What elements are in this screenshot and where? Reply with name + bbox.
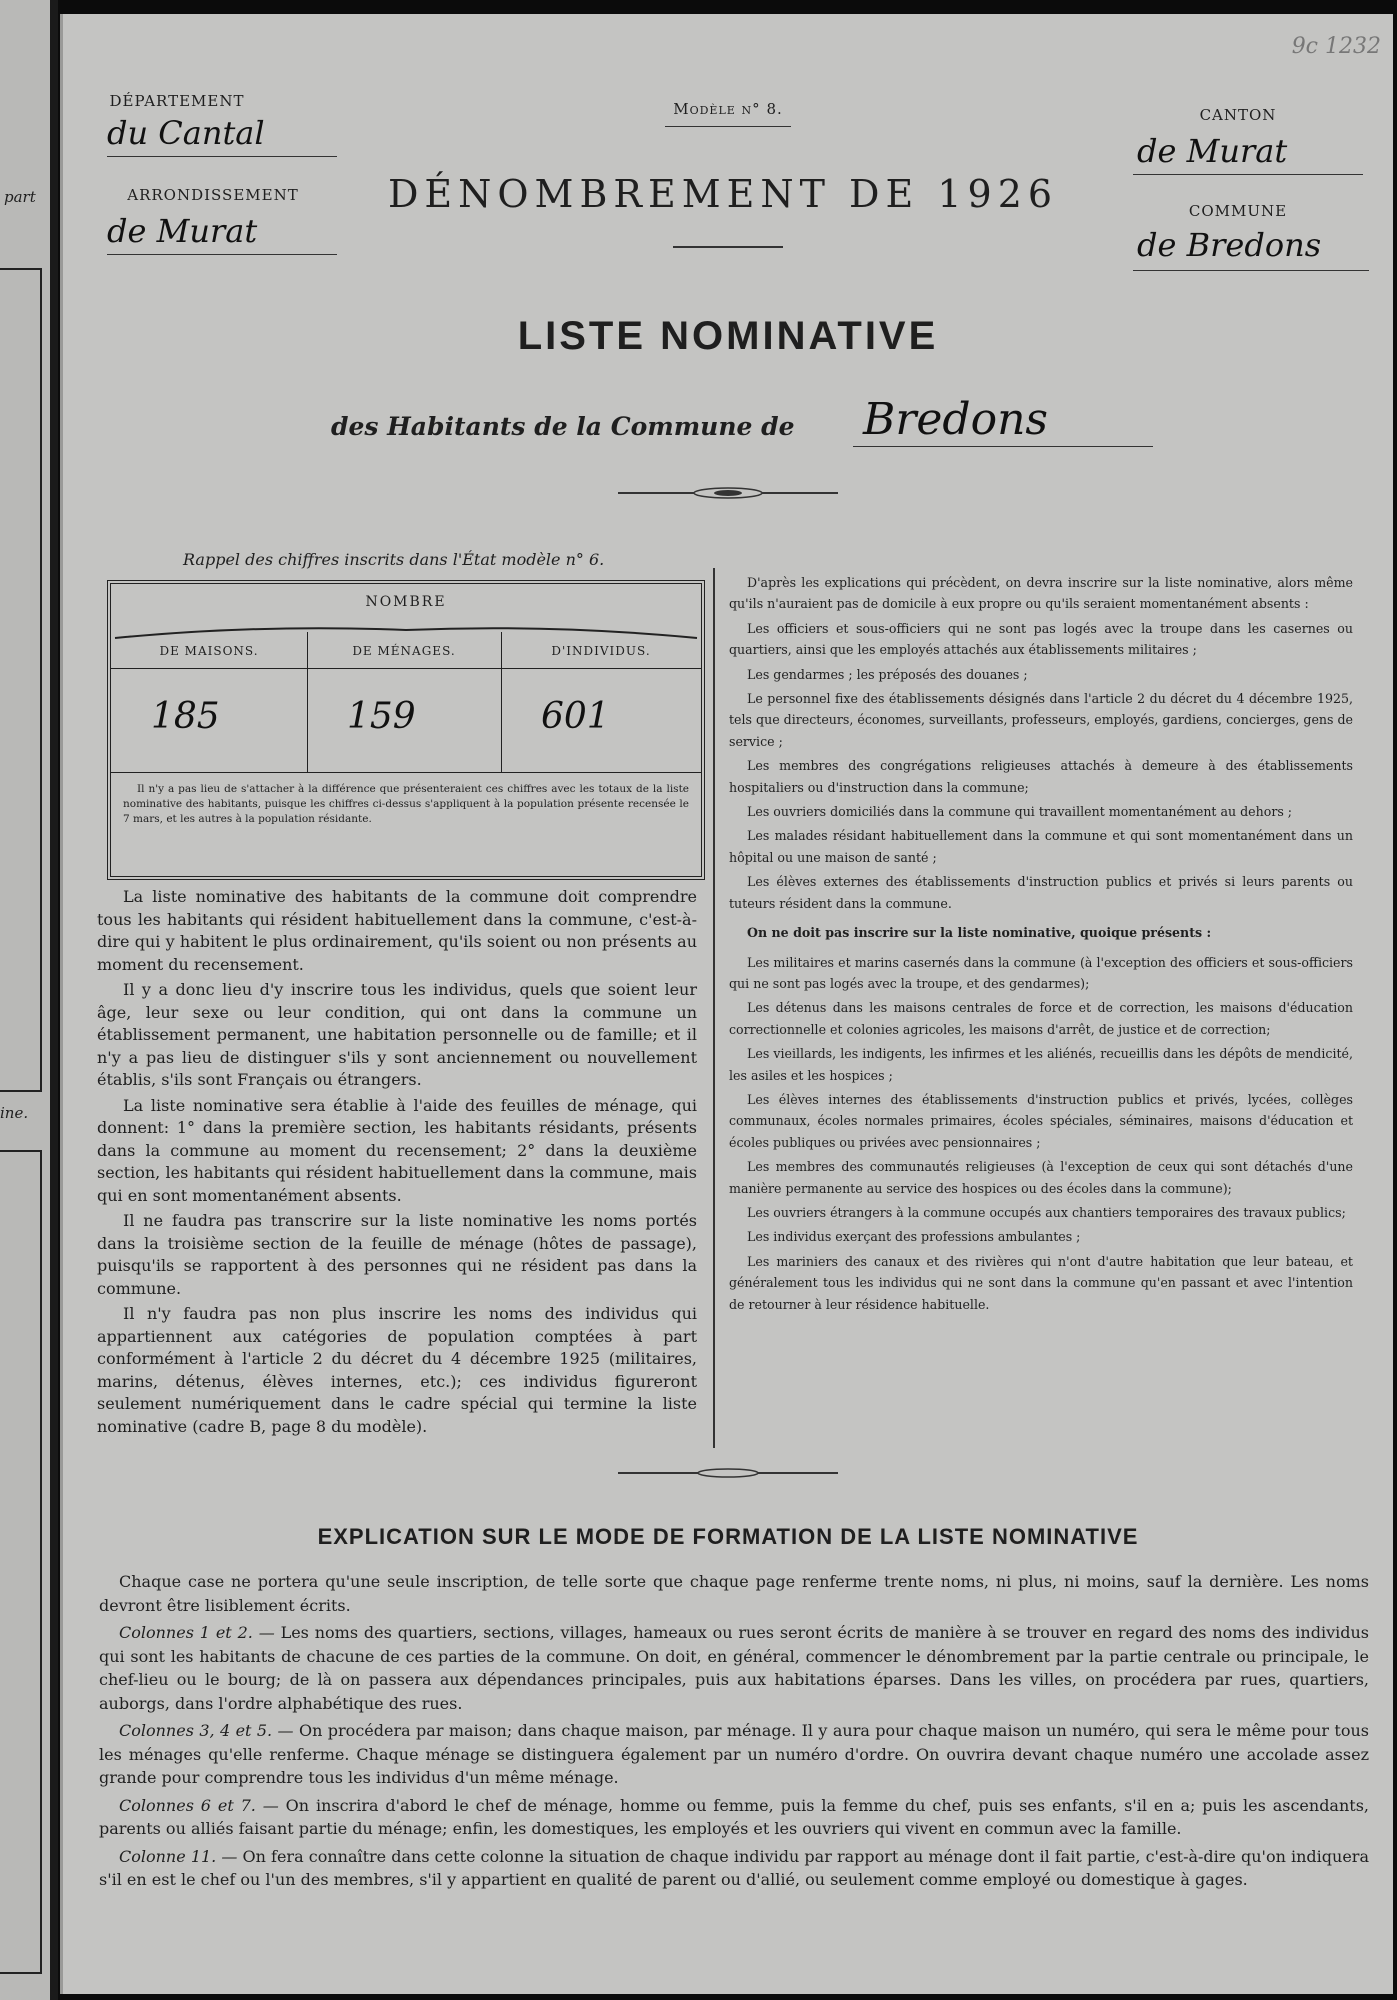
previous-page-table-edge-lower — [0, 1150, 42, 1974]
col-menages-header: DE MÉNAGES. — [352, 644, 456, 658]
explication-item-label: Colonnes 1 et 2. — — [119, 1623, 275, 1642]
explication-item-text: On procédera par maison; dans chaque maison, par ménage. Il y aura pour chaque maison un numéro, qui sera le même pour tous les ménages qu'elle renferme. Chaque ménage se distinguera également par un numéro d'ordre. On ouvrira devant chaque numéro une accolade assez grande pour comprendre tous les individus d'un même ménage. — [99, 1721, 1370, 1787]
underline — [1133, 270, 1369, 271]
column-divider — [713, 568, 715, 1448]
rappel-caption: Rappel des chiffres inscrits dans l'État modèle n° 6. — [183, 550, 605, 569]
underline — [1133, 174, 1363, 175]
arrondissement-value: de Murat — [107, 212, 258, 250]
left-paragraph: La liste nominative des habitants de la commune doit comprendre tous les habitants qui résident habituellement dans la commune, c'est-à-dire qui y habitent le plus ordinairement, qu'ils soient ou non présents au moment du recensement. — [97, 887, 697, 974]
page-gutter — [50, 0, 58, 2000]
explication-item — [99, 1621, 1369, 1715]
right-paragraph: Les détenus dans les maisons centrales de force et de correction, les maisons d'éducation correctionnelle et colonies agricoles, les maisons d'arrêt, de justice et de correction; — [729, 1000, 1353, 1037]
right-subheading: On ne doit pas inscrire sur la liste nominative, quoique présents : — [747, 925, 1212, 941]
departement-value: du Cantal — [107, 114, 265, 152]
explication-item-label: Colonnes 6 et 7. — — [119, 1795, 279, 1815]
previous-page-edge — [0, 0, 58, 2000]
previous-page-text-lower: ine. — [0, 1104, 29, 1122]
underline — [665, 126, 791, 127]
explication-item-label: Colonne 11. — — [119, 1846, 238, 1866]
right-paragraph: Les individus exerçant des professions ambulantes ; — [747, 1229, 1081, 1245]
departement-label: DÉPARTEMENT — [109, 92, 245, 110]
left-paragraph: La liste nominative sera établie à l'aide des feuilles de ménage, qui donnent: 1° dans la première section, les habitants résidants, présents dans la commune au moment du recensement; 2° dans la deuxième section, les habitants qui résident habituellement dans la commune, mais qui en sont momentanément absents. — [97, 1095, 697, 1205]
right-paragraph: Les malades résidant habituellement dans la commune et qui sont momentanément dans un hôpital ou une maison de santé ; — [729, 828, 1353, 865]
commune-label: COMMUNE — [1188, 202, 1288, 220]
ornament-divider — [618, 486, 838, 500]
right-paragraph: D'après les explications qui précèdent, on devra inscrire sur la liste nominative, alors même qu'ils n'auraient pas de domicile à eux propre ou qu'ils seraient momentanément absents : — [729, 575, 1353, 612]
left-paragraph: Il n'y faudra pas non plus inscrire les noms des individus qui appartiennent aux catégories de population comptées à part conformément à l'article 2 du décret du 4 décembre 1925 (militaires, marins, détenus, élèves internes, etc.); ces individus figureront seulement numériquement dans le cadre spécial qui termine la liste nominative (cadre B, page 8 du modèle). — [97, 1304, 697, 1436]
explication-intro: Chaque case ne portera qu'une seule inscription, de telle sorte que chaque page renferme trente noms, ni plus, ni moins, sauf la dernière. Les noms devront être lisiblement écrits. — [99, 1572, 1369, 1615]
right-column-text — [729, 572, 1353, 1318]
arrondissement-label: ARRONDISSEMENT — [127, 186, 299, 204]
underline — [853, 446, 1153, 447]
nombre-brace — [111, 620, 701, 642]
explication-heading: EXPLICATION SUR LE MODE DE FORMATION DE LA LISTE NOMINATIVE — [317, 1524, 1139, 1549]
col-divider — [307, 632, 308, 772]
explication-item-text: On fera connaître dans cette colonne la situation de chaque individu par rapport au ménage dont il fait partie, c'est-à-dire qu'on indiquera s'il en est le chef ou l'un des membres, s'il y appartient en qualité de parent ou d'allié, ou seulement comme employé ou domestique à gages. — [99, 1846, 1369, 1889]
previous-page-table-edge — [0, 268, 42, 1092]
commune-value: de Bredons — [1137, 226, 1322, 264]
right-paragraph: Les élèves externes des établissements d'instruction publics et privés si leurs parents ou tuteurs résident dans la commune. — [729, 874, 1353, 911]
right-paragraph: Les militaires et marins casernés dans la commune (à l'exception des officiers et sous-officiers qui ne sont pas logés avec la troupe, et des gendarmes); — [729, 954, 1353, 991]
col-maisons-header: DE MAISONS. — [159, 644, 259, 658]
corner-annotation: 9c 1232 — [1291, 34, 1381, 59]
subtitle-commune: Bredons — [863, 394, 1048, 445]
explication-item-text: On inscrira d'abord le chef de ménage, homme ou femme, puis la femme du chef, puis ses enfants, s'il en a; puis les ascendants, parents ou alliés faisant partie du ménage; enfin, les domestiques, les employés et les ouvriers qui vivent en commun avec la famille. — [99, 1795, 1369, 1838]
right-paragraph: Le personnel fixe des établissements désignés dans l'article 2 du décret du 4 décembre 1925, tels que directeurs, économes, surveillants, professeurs, employés, gardiens, concierges, gens de service ; — [729, 691, 1353, 749]
col-individus-header: D'INDIVIDUS. — [551, 644, 651, 658]
nombre-table — [107, 580, 705, 880]
rule — [111, 668, 701, 669]
right-paragraph: Les officiers et sous-officiers qui ne sont pas logés avec la troupe dans les casernes ou quartiers, ainsi que les employés attachés aux établissements militaires ; — [729, 620, 1353, 658]
left-column-text — [97, 886, 697, 1441]
canton-value: de Murat — [1137, 132, 1288, 170]
title-rule — [673, 246, 783, 248]
ornament-divider — [618, 1466, 838, 1480]
canton-label: CANTON — [1199, 106, 1277, 124]
underline — [107, 254, 337, 255]
right-paragraph: Les membres des communautés religieuses (à l'exception de ceux qui sont détachés d'une manière permanente au service des hospices ou des écoles dans la commune); — [729, 1159, 1353, 1196]
census-title: DÉNOMBREMENT DE 1926 — [387, 172, 1059, 216]
right-paragraph: Les ouvriers domiciliés dans la commune qui travaillent momentanément au dehors ; — [747, 804, 1293, 820]
explication-item — [99, 1719, 1369, 1790]
liste-title: LISTE NOMINATIVE — [517, 314, 939, 358]
modele-number: Modèle n° 8. — [673, 100, 783, 118]
individus-value: 601 — [541, 696, 610, 737]
right-paragraph: Les ouvriers étrangers à la commune occupés aux chantiers temporaires des travaux publics; — [747, 1204, 1346, 1220]
explication-item-label: Colonnes 3, 4 et 5. — — [119, 1721, 294, 1740]
rule — [111, 772, 701, 773]
left-paragraph: Il y a donc lieu d'y inscrire tous les individus, quels que soient leur âge, leur sexe ou leur condition, qui ont dans la commune un établissement permanent, une habitation personnelle ou de famille; et il n'y a pas lieu de distinguer s'ils y sont anciennement ou nouvellement établis, s'ils sont Français ou étrangers. — [97, 980, 697, 1089]
census-page — [60, 14, 1393, 1994]
subtitle: des Habitants de la Commune de — [331, 412, 795, 441]
explication-item-text: Les noms des quartiers, sections, villages, hameaux ou rues seront écrits de manière à se trouver en regard des noms des individus qui sont les habitants de chacune de ces parties de la commune. On doit, en général, commencer le dénombrement par la partie centrale ou principale, le chef-lieu ou le bourg; de là on passera aux dépendances principales, puis aux habitations éparses. Dans les villes, on procédera par rues, quartiers, auborgs, dans l'ordre alphabétique des rues. — [99, 1623, 1370, 1713]
col-divider — [501, 632, 502, 772]
right-paragraph: Les élèves internes des établissements d'instruction publics et privés, lycées, collèges communaux, écoles normales primaires, écoles spéciales, séminaires, maisons d'éducation et écoles publiques ou privées avec pensionnaires ; — [729, 1091, 1353, 1150]
right-paragraph: Les membres des congrégations religieuses attachés à demeure à des établissements hospitaliers ou d'instruction dans la commune; — [729, 758, 1353, 795]
maisons-value: 185 — [151, 696, 220, 737]
previous-page-text: part — [4, 188, 36, 206]
left-paragraph: Il ne faudra pas transcrire sur la liste nominative les noms portés dans la troisième section de la feuille de ménage (hôtes de passage), puisqu'ils se rapportent à des personnes qui ne résident pas dans la commune. — [97, 1211, 697, 1298]
nombre-header: NOMBRE — [365, 594, 447, 610]
explication-item — [99, 1794, 1369, 1841]
explication-text — [99, 1570, 1369, 1896]
menages-value: 159 — [347, 696, 416, 737]
right-paragraph: Les vieillards, les indigents, les infirmes et les aliénés, recueillis dans les dépôts de mendicité, les asiles et les hospices ; — [729, 1046, 1353, 1083]
underline — [107, 156, 337, 157]
explication-item — [99, 1845, 1369, 1892]
right-paragraph: Les mariniers des canaux et des rivières qui n'ont d'autre habitation que leur bateau, et généralement tous les individus qui ne sont dans la commune qu'en passant et avec l'intention de retourner à leur résidence habituelle. — [729, 1253, 1353, 1312]
nombre-note: Il n'y a pas lieu de s'attacher à la différence que présenteraient ces chiffres avec les totaux de la liste nominative des habitants, puisque les chiffres ci-dessus s'appliquent à la population présente recensée le 7 mars, et les autres à la population résidante. — [123, 783, 689, 825]
right-paragraph: Les gendarmes ; les préposés des douanes ; — [747, 666, 1028, 682]
